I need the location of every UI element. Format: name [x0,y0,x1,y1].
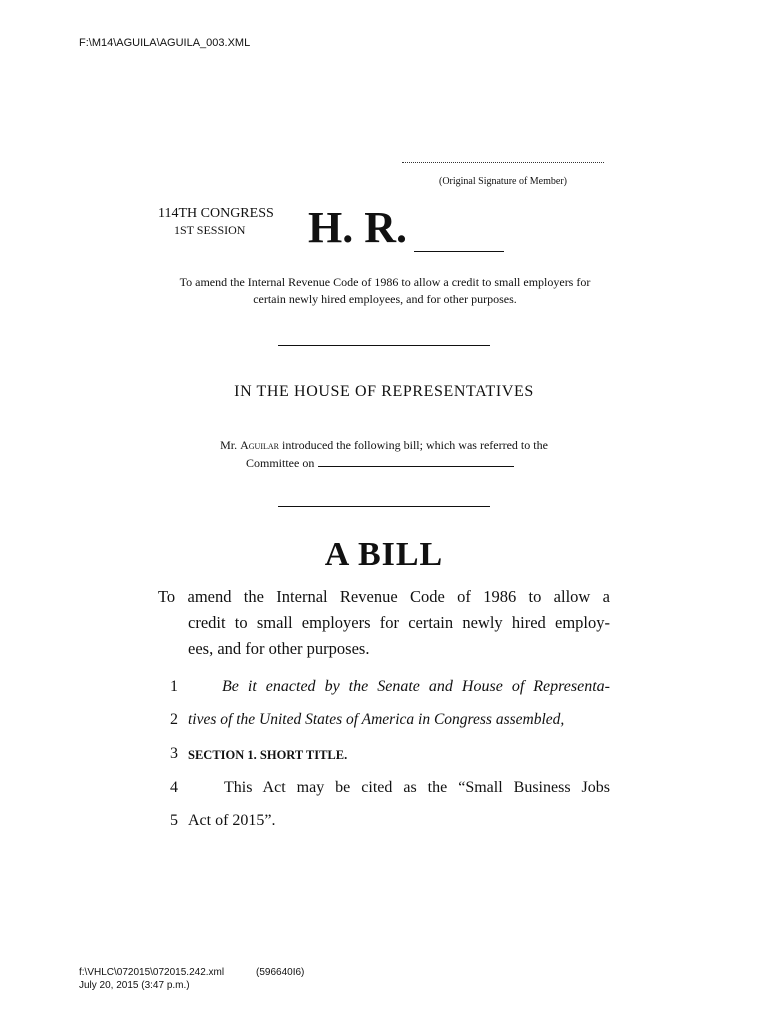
line-number: 3 [170,745,178,762]
line-number: 5 [170,812,178,829]
footer-file-info [79,966,224,992]
file-path-header: F:\M14\AGUILA\AGUILA_003.XML [79,37,251,49]
session-label: 1ST SESSION [174,223,246,237]
congress-number: 114TH CONGRESS [158,206,274,221]
sponsor-title: Mr. [220,438,238,452]
sponsor-name: Aguilar [240,438,279,452]
signature-caption: (Original Signature of Member) [438,176,568,187]
short-summary: To amend the Internal Revenue Code of 1986 to allow a credit to small employers for certain newly hired employees, and for other purposes. [179,275,591,306]
section-text-line: Act of 2015”. [188,812,276,829]
committee-line [246,454,514,472]
introduction-text: introduced the following bill; which was referred to the [281,438,548,452]
long-title-line: credit to small employers for certain newly hired employ- [188,613,610,632]
footer-file-path: f:\VHLC\072015\072015.242.xml [79,967,225,978]
enacting-clause-line: tives of the United States of America in Congress assembled, [188,711,565,728]
long-title-line: ees, and for other purposes. [188,639,370,658]
introduction-line [160,437,608,454]
signature-line [402,162,604,163]
line-number: 1 [170,678,178,695]
section-divider [278,506,490,507]
committee-label: Committee on [246,456,315,470]
bill-number-blank [414,251,504,252]
bill-heading: A BILL [324,536,444,573]
long-title [158,584,610,662]
chamber-heading: IN THE HOUSE OF REPRESENTATIVES [234,383,534,400]
bill-designation: H. R. [308,203,407,252]
section-divider [278,345,490,346]
line-number: 2 [170,711,178,728]
footer-timestamp: July 20, 2015 (3:47 p.m.) [79,980,190,991]
long-title-line: To amend the Internal Revenue Code of 1986 to allow a [158,587,610,606]
section-heading: SECTION 1. SHORT TITLE. [188,748,348,762]
section-text-line: This Act may be cited as the “Small Business Jobs [224,779,610,796]
line-number: 4 [170,779,178,796]
footer-doc-id: (596640I6) [256,967,305,978]
enacting-clause-line: Be it enacted by the Senate and House of Representa- [222,678,610,695]
committee-blank [318,454,514,467]
